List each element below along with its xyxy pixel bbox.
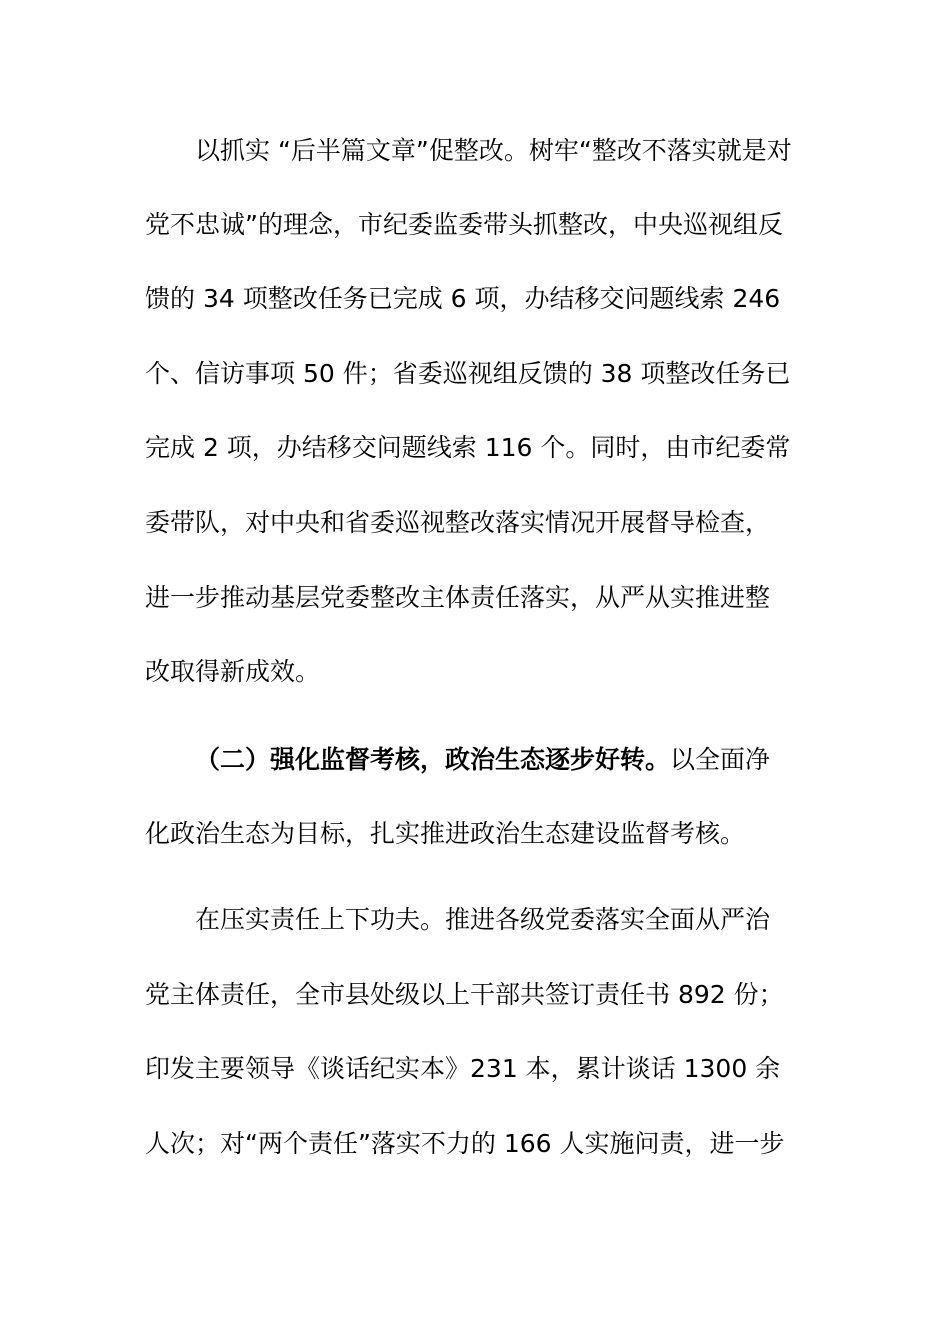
section-heading-rest: 以全面净 — [670, 745, 771, 774]
paragraph-1-line-3: 馈的 34 项整改任务已完成 6 项，办结移交问题线索 246 — [145, 284, 781, 313]
section-heading-bold: （二）强化监督考核，政治生态逐步好转。 — [195, 745, 671, 774]
paragraph-3-line-4: 人次；对“两个责任”落实不力的 166 人实施问责，进一步 — [145, 1129, 785, 1158]
paragraph-3-line-3: 印发主要领导《谈话纪实本》231 本，累计谈话 1300 余 — [145, 1054, 781, 1083]
paragraph-1-line-2: 党不忠诚”的理念，市纪委监委带头抓整改，中央巡视组反 — [145, 210, 783, 239]
paragraph-1-line-1: 以抓实 “后半篇文章”促整改。树牢“整改不落实就是对 — [195, 136, 792, 165]
paragraph-1-line-8: 改取得新成效。 — [145, 657, 321, 686]
paragraph-3-line-2: 党主体责任，全市县处级以上干部共签订责任书 892 份； — [145, 980, 784, 1009]
paragraph-1-line-5: 完成 2 项，办结移交问题线索 116 个。同时，由市纪委常 — [145, 433, 791, 462]
section-heading-line — [195, 740, 770, 780]
paragraph-1-line-6: 委带队，对中央和省委巡视整改落实情况开展督导检查， — [145, 508, 771, 537]
paragraph-2-line-2: 化政治生态为目标，扎实推进政治生态建设监督考核。 — [145, 819, 746, 848]
paragraph-1-line-7: 进一步推动基层党委整改主体责任落实，从严从实推进整 — [145, 583, 771, 612]
paragraph-3-line-1: 在压实责任上下功夫。推进各级党委落实全面从严治 — [195, 905, 771, 934]
paragraph-1-line-4: 个、信访事项 50 件；省委巡视组反馈的 38 项整改任务已 — [145, 359, 791, 388]
